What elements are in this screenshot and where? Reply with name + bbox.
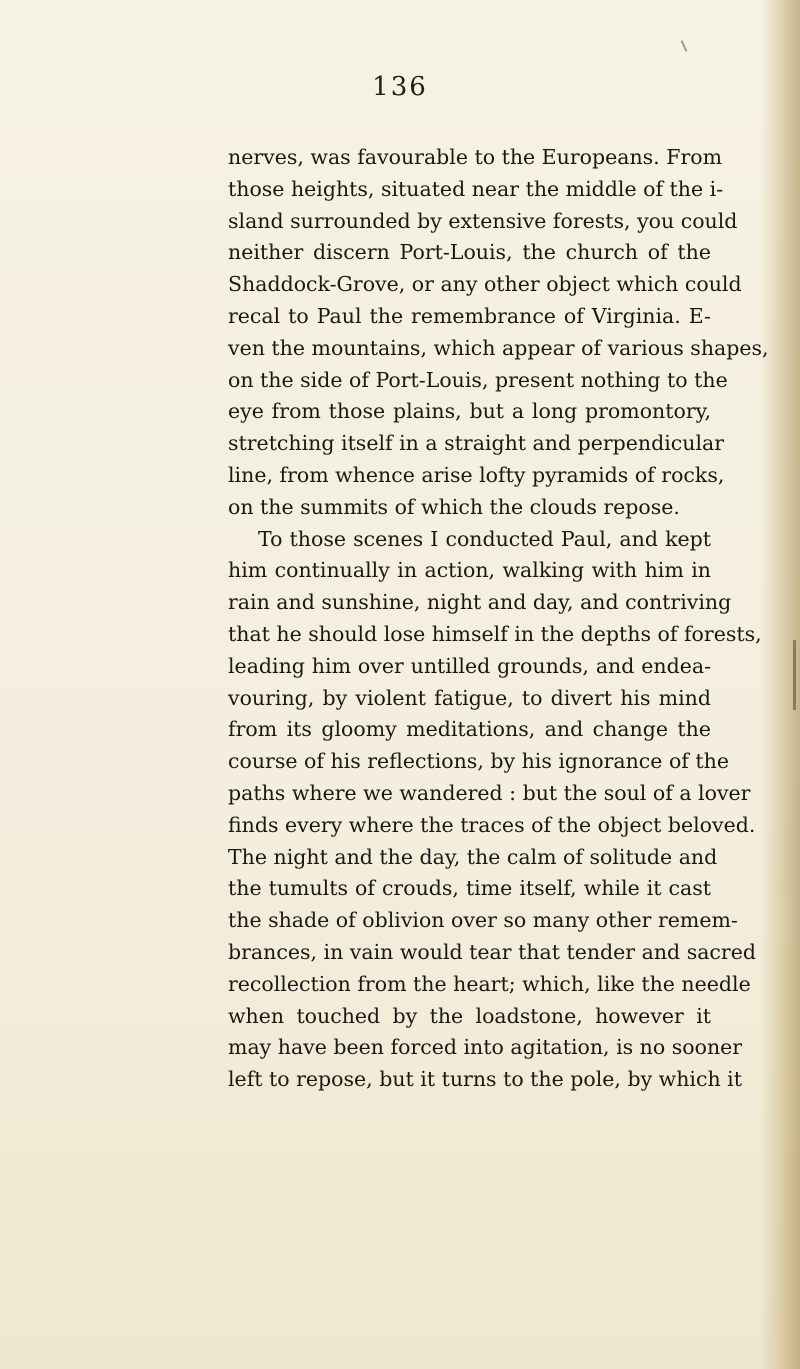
- text-line: the tumults of crouds, time itself, while it cast: [228, 876, 711, 901]
- page-number: 136: [372, 72, 428, 102]
- text-line: those heights, situated near the middle of the i-: [228, 176, 724, 201]
- text-line: rain and sunshine, night and day, and contriving: [228, 590, 732, 615]
- text-line: left to repose, but it turns to the pole, by which it: [228, 1067, 742, 1092]
- text-line: ven the mountains, which appear of various shapes,: [228, 335, 769, 360]
- stray-mark: [681, 40, 688, 52]
- text-line: brances, in vain would tear that tender and sacred: [228, 939, 756, 964]
- text-line: The night and the day, the calm of solitude and: [228, 844, 718, 869]
- text-line: may have been forced into agitation, is no sooner: [228, 1035, 743, 1060]
- text-line: sland surrounded by extensive forests, you could: [228, 208, 738, 233]
- text-line: leading him over untilled grounds, and endea-: [228, 653, 711, 678]
- page-edge-stain: [793, 640, 796, 710]
- text-line: paths where we wandered : but the soul of a lover: [228, 780, 751, 805]
- text-line: line, from whence arise lofty pyramids of rocks,: [228, 462, 725, 487]
- text-line: nerves, was favourable to the Europeans. From: [228, 145, 723, 169]
- text-line: the shade of oblivion over so many other remem-: [228, 908, 738, 933]
- text-line: vouring, by violent fatigue, to divert his mind: [228, 685, 711, 710]
- text-line: recal to Paul the remembrance of Virginia. E-: [228, 303, 711, 328]
- text-line: when touched by the loadstone, however it: [228, 1003, 711, 1028]
- text-line: on the summits of which the clouds repose.: [228, 494, 680, 519]
- text-line: on the side of Port-Louis, present nothing to the: [228, 367, 728, 392]
- text-line: that he should lose himself in the depths of forests,: [228, 621, 762, 646]
- text-line: Shaddock-Grove, or any other object which could: [228, 272, 742, 297]
- text-line: from its gloomy meditations, and change the: [228, 717, 711, 742]
- text-line: finds every where the traces of the object beloved.: [228, 812, 756, 837]
- text-line: neither discern Port-Louis, the church of the: [228, 240, 711, 265]
- text-line: recollection from the heart; which, like the needle: [228, 971, 751, 996]
- text-line: To those scenes I conducted Paul, and kept: [258, 526, 711, 551]
- text-line: stretching itself in a straight and perpendicular: [228, 431, 725, 456]
- text-line: eye from those plains, but a long promontory,: [228, 399, 711, 424]
- body-text: [228, 142, 769, 1096]
- text-line: course of his reflections, by his ignorance of the: [228, 749, 729, 774]
- text-line: him continually in action, walking with him in: [228, 558, 711, 583]
